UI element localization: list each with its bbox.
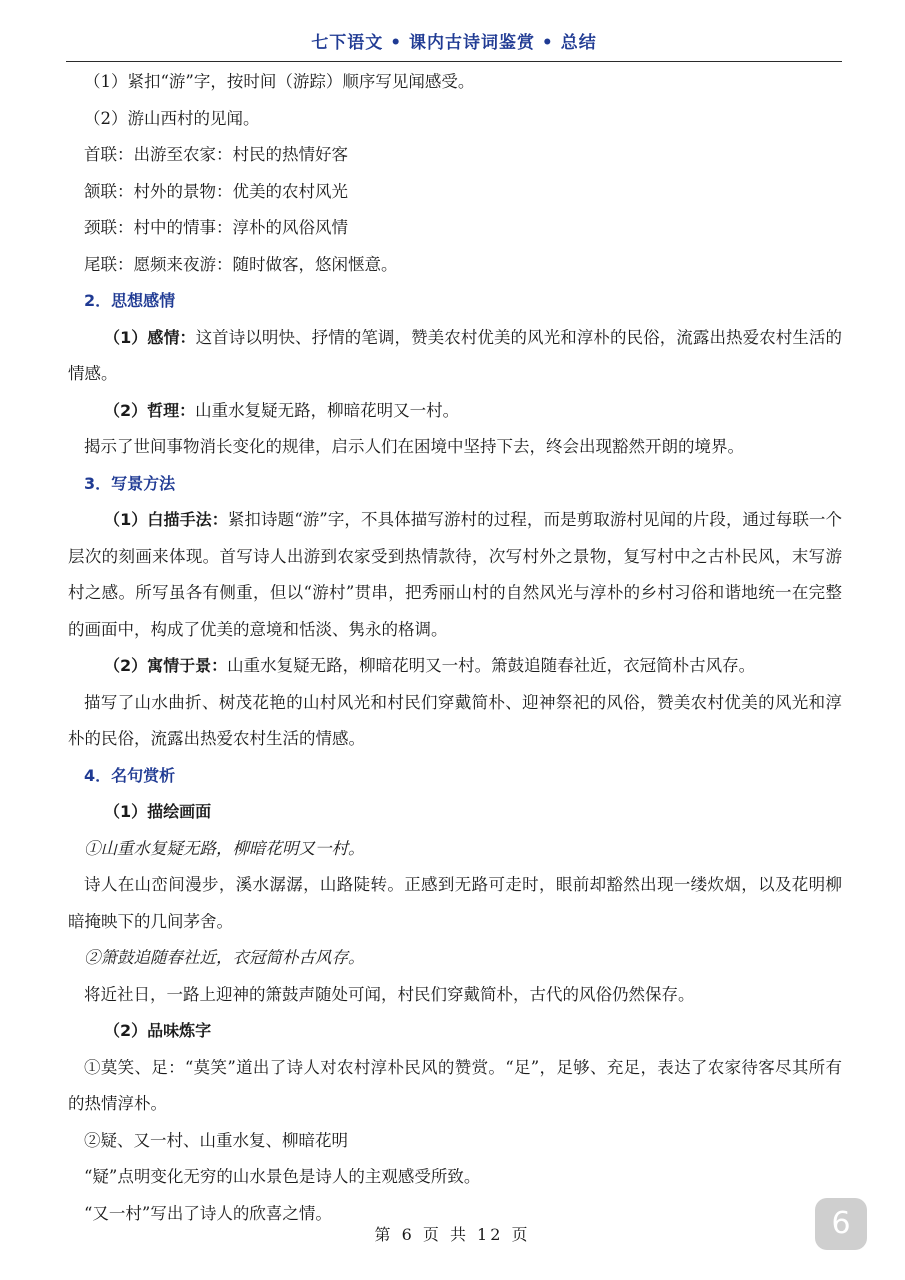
paragraph-text: 山重水复疑无路，柳暗花明又一村。: [195, 400, 460, 420]
quote-line: ①山重水复疑无路，柳暗花明又一村。: [84, 838, 365, 858]
paragraph-label: （1）白描手法：: [104, 510, 228, 529]
text-line: 颔联：村外的景物：优美的农村风光: [84, 181, 348, 201]
section-2-heading: 2．思想感情: [84, 291, 176, 310]
text-line: “又一村”写出了诗人的欣喜之情。: [84, 1203, 332, 1223]
section-heading: [68, 758, 842, 795]
paragraph-label: （2）寓情于景：: [104, 656, 228, 675]
subheading-text: （1）描绘画面: [104, 802, 212, 821]
text-line: ②疑、又一村、山重水复、柳暗花明: [84, 1130, 348, 1150]
subheading: [68, 1013, 842, 1050]
paragraph-label: （1）感情：: [104, 327, 196, 347]
section-3-heading: 3．写景方法: [84, 473, 176, 493]
text-line: （2）游山西村的见闻。: [84, 108, 260, 128]
paragraph-text: 这首诗以明快、抒情的笔调，赞美农村优美的风光和淳朴的民俗，流露出热爱农村生活的情感。: [68, 327, 842, 383]
subheading: [68, 794, 842, 831]
page-header: [66, 18, 842, 62]
text-line: （1）紧扣“游”字，按时间（游踪）顺序写见闻感受。: [84, 72, 475, 91]
text-line: “疑”点明变化无穷的山水景色是诗人的主观感受所致。: [84, 1167, 481, 1186]
paragraph-label: （2）哲理：: [104, 400, 196, 420]
document-body: [68, 64, 842, 1232]
text-line: 颈联：村中的情事：淳朴的风俗风情: [84, 218, 348, 237]
paragraph-text: 山重水复疑无路，柳暗花明又一村。箫鼓追随春社近，衣冠简朴古风存。: [227, 656, 756, 675]
paragraph-text: 紧扣诗题“游”字，不具体描写游村的过程，而是剪取游村见闻的片段，通过每联一个层次的刻画来体现。首写诗人出游到农家受到热情款待，次写村外之景物，复写村中之古朴民风，末写游村之感。所写虽各有侧重，但以“游村”贯串，把秀丽山村的自然风光与淳朴的乡村习俗和谐地统一在完整的画面中，构成了优美的意境和恬淡、隽永的格调。: [68, 510, 842, 639]
subheading-text: （2）品味炼字: [104, 1021, 212, 1040]
quote-line: ②箫鼓追随春社近，衣冠简朴古风存。: [84, 948, 365, 967]
text-line: 揭示了世间事物消长变化的规律，启示人们在困境中坚持下去，终会出现豁然开朗的境界。: [84, 437, 744, 456]
text-line: 尾联：愿频来夜游：随时做客，悠闲惬意。: [84, 254, 398, 274]
page-footer: 第 6 页 共 12 页: [374, 1225, 531, 1244]
text-line: 将近社日，一路上迎神的箫鼓声随处可闻，村民们穿戴简朴，古代的风俗仍然保存。: [84, 984, 695, 1004]
paragraph: [68, 393, 842, 430]
page-number-badge: 6: [815, 1198, 867, 1250]
paragraph-text: 诗人在山峦间漫步，溪水潺潺，山路陡转。正感到无路可走时，眼前却豁然出现一缕炊烟，以及花明柳暗掩映下的几间茅舍。: [68, 875, 842, 931]
paragraph: [68, 320, 842, 393]
paragraph: [68, 1050, 842, 1123]
paragraph: [68, 648, 842, 685]
paragraph-text: 描写了山水曲折、树茂花艳的山村风光和村民们穿戴简朴、迎神祭祀的风俗，赞美农村优美的风光和淳朴的民俗，流露出热爱农村生活的情感。: [68, 692, 842, 748]
text-line: 首联：出游至农家：村民的热情好客: [84, 145, 348, 164]
header-title: 七下语文 • 课内古诗词鉴赏 • 总结: [311, 33, 597, 53]
paragraph: [68, 685, 842, 758]
paragraph-text: ①莫笑、足：“莫笑”道出了诗人对农村淳朴民风的赞赏。“足”，足够、充足，表达了农家待客尽其所有的热情淳朴。: [68, 1057, 842, 1113]
section-heading: [68, 283, 842, 320]
section-4-heading: 4．名句赏析: [84, 765, 176, 785]
paragraph: [68, 867, 842, 940]
section-heading: [68, 466, 842, 503]
paragraph: [68, 502, 842, 648]
